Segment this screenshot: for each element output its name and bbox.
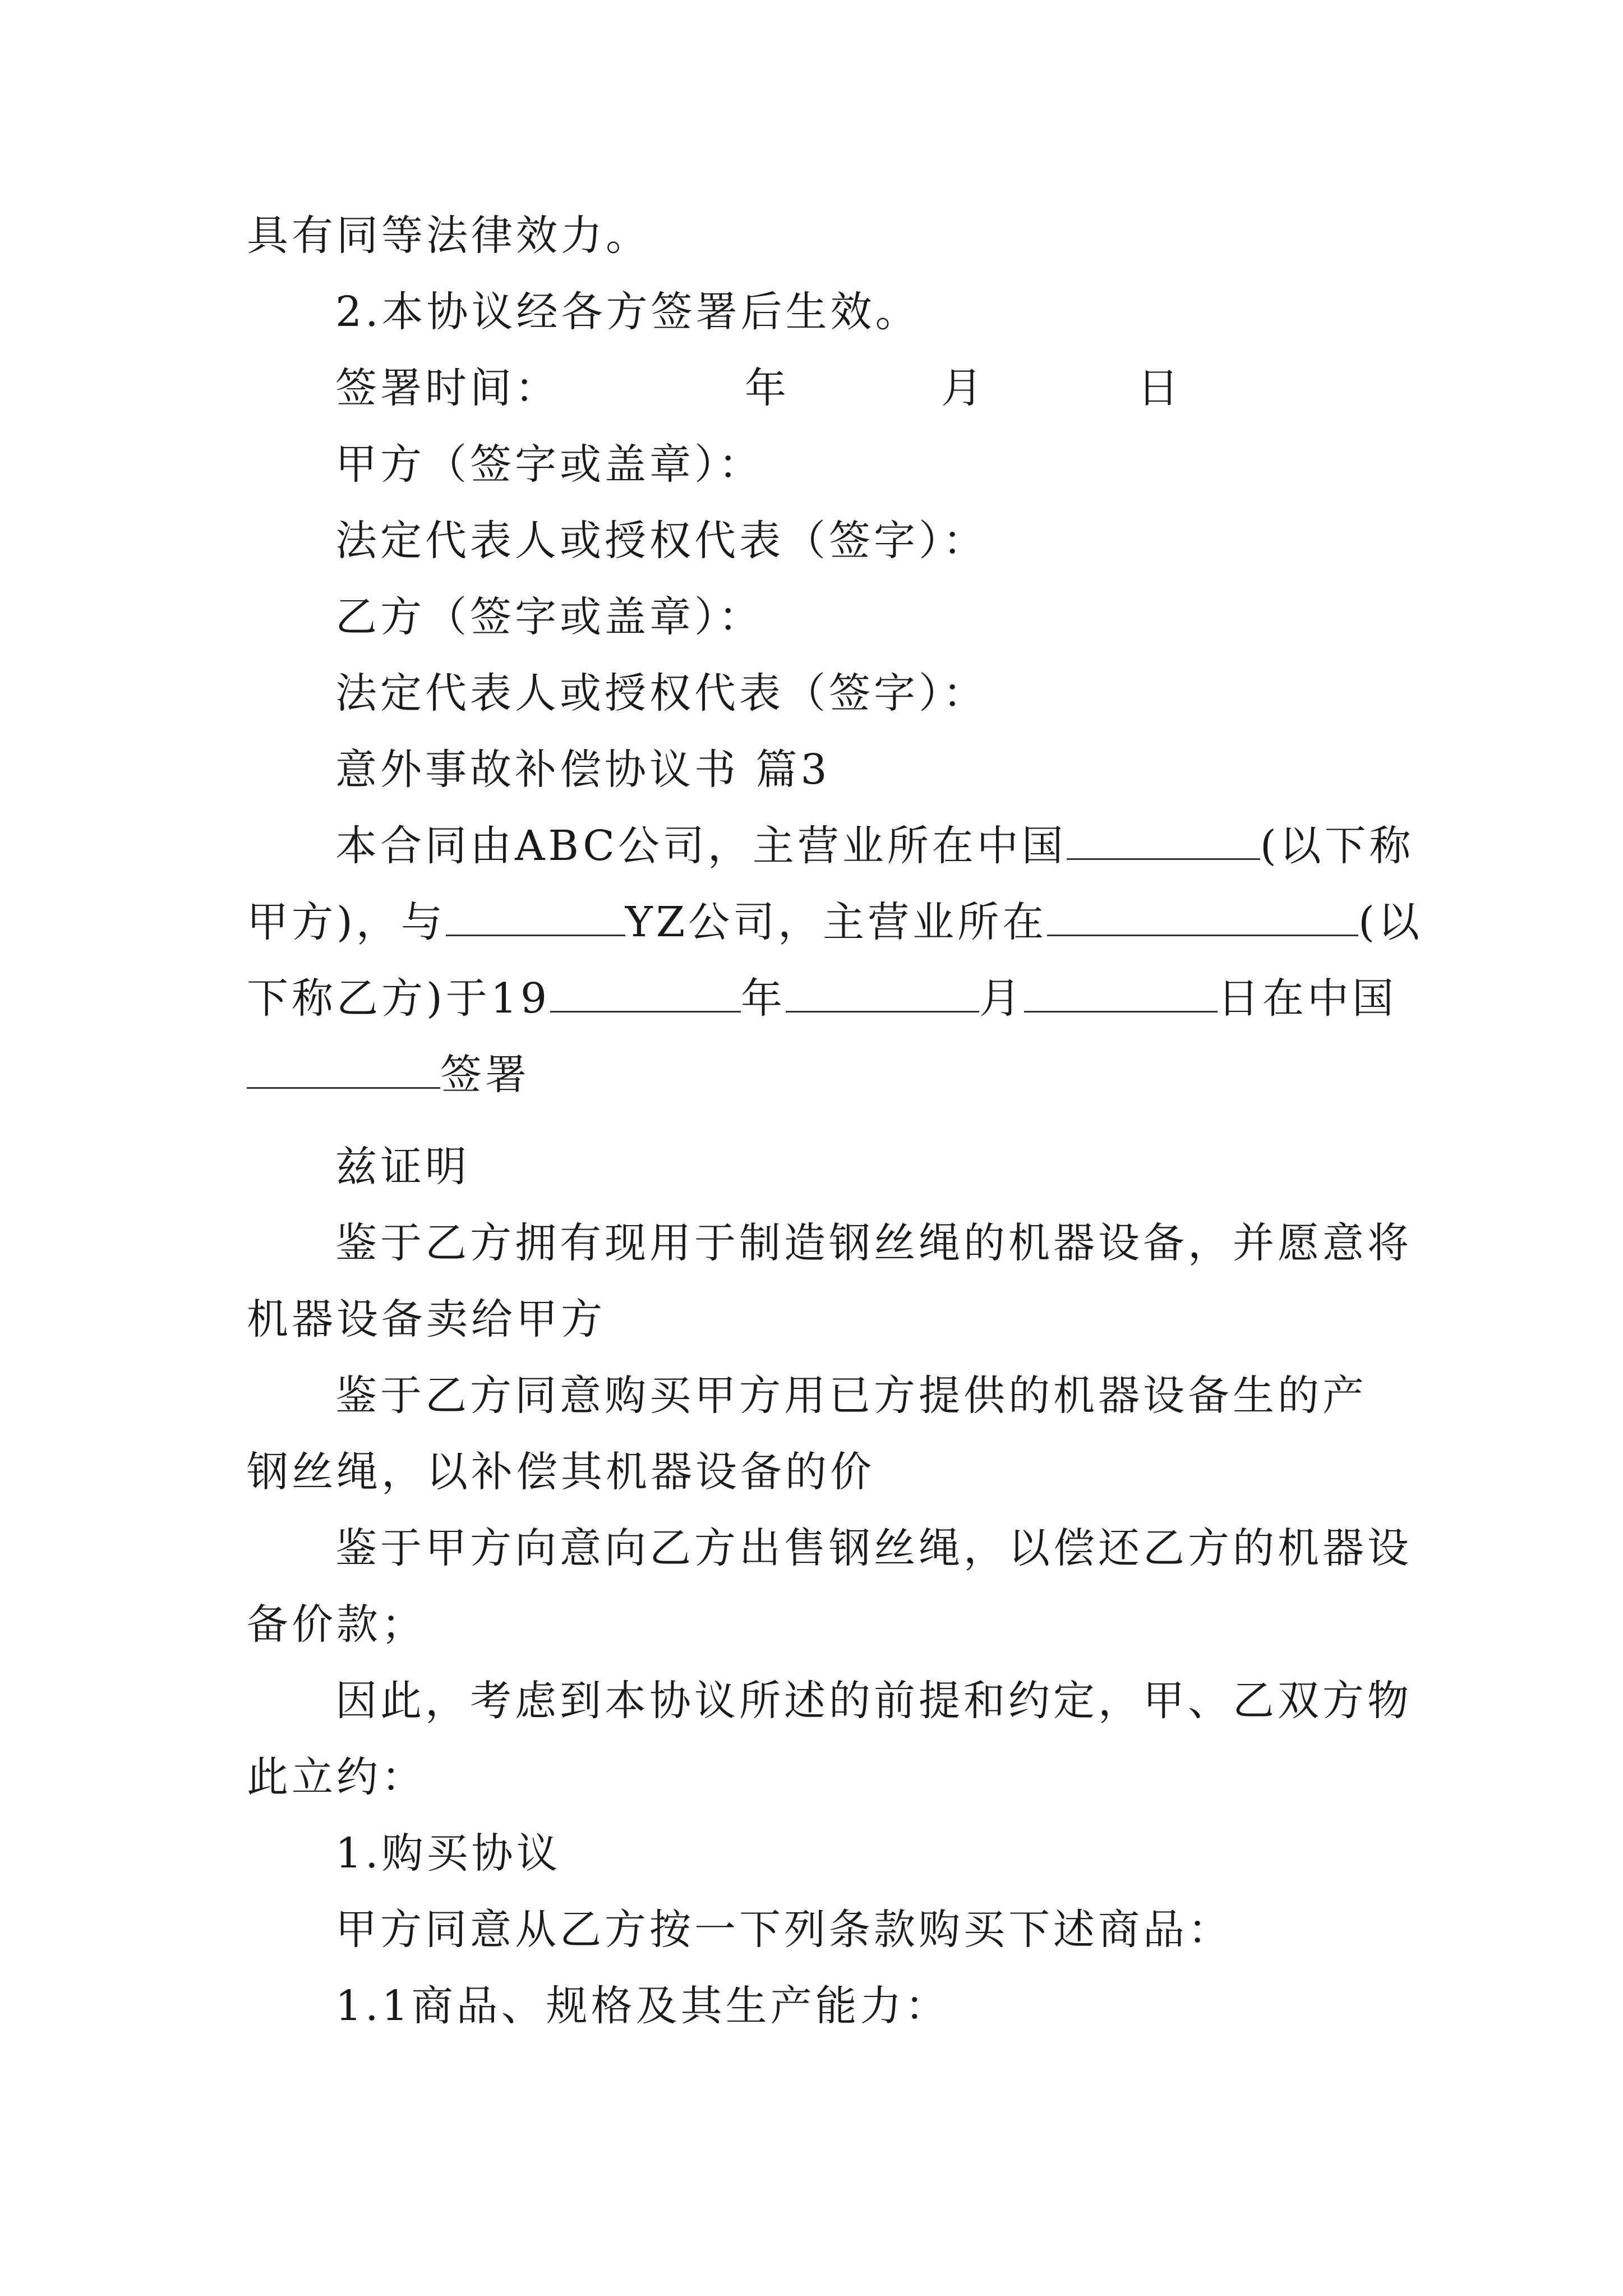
clause-heading: 1.1商品、规格及其生产能力： <box>335 1982 950 2030</box>
day-label: 日 <box>1137 364 1182 412</box>
fill-blank <box>786 970 979 1013</box>
signing-date-line <box>335 360 1182 416</box>
text-line: 鉴于甲方向意向乙方出售钢丝绳，以偿还乙方的机器设 <box>335 1524 1412 1572</box>
text-line: 备价款； <box>247 1600 426 1649</box>
fill-blank <box>1067 818 1260 860</box>
text-line: 鉴于乙方同意购买甲方用已方提供的机器设备生的产 <box>335 1372 1367 1420</box>
text-line: 因此，考虑到本协议所述的前提和约定，甲、乙双方物 <box>335 1677 1412 1725</box>
fill-blank <box>1024 970 1218 1013</box>
text-line: 甲方同意从乙方按一下列条款购买下述商品： <box>335 1906 1233 1954</box>
fill-blank <box>247 1047 440 1089</box>
text-line: 此立约： <box>247 1753 426 1801</box>
year-label: 年 <box>745 364 790 412</box>
signing-date-label: 签署时间： <box>335 364 560 412</box>
text-line: 2.本协议经各方签署后生效。 <box>335 288 920 336</box>
text-line: 法定代表人或授权代表（签字）： <box>335 517 988 565</box>
fill-blank <box>550 970 741 1013</box>
text-line: 甲方（签字或盖章）： <box>335 440 763 489</box>
text-line: 下称乙方)于19 年 月 日在中国 <box>247 970 1397 1027</box>
text-line: 本合同由ABC公司，主营业所在中国 (以下称 <box>335 818 1414 874</box>
text-line: 兹证明 <box>335 1143 470 1191</box>
fill-blank <box>1047 894 1358 936</box>
text-line: 鉴于乙方拥有现用于制造钢丝绳的机器设备，并愿意将 <box>335 1219 1412 1267</box>
text-line: 乙方（签字或盖章）： <box>335 593 763 641</box>
text-line: 甲方)，与 YZ公司，主营业所在 (以 <box>247 894 1423 950</box>
text-line: 法定代表人或授权代表（签字）： <box>335 669 988 717</box>
text-line: 具有同等法律效力。 <box>247 211 651 260</box>
month-label: 月 <box>941 364 986 412</box>
fill-blank <box>446 894 625 936</box>
text-line: 机器设备卖给甲方 <box>247 1295 606 1343</box>
clause-heading: 1.购买协议 <box>335 1829 561 1878</box>
text-line: 签署 <box>247 1047 530 1103</box>
section-heading: 意外事故补偿协议书 篇3 <box>335 746 831 794</box>
text-line: 钢丝绳，以补偿其机器设备的价 <box>247 1448 875 1496</box>
